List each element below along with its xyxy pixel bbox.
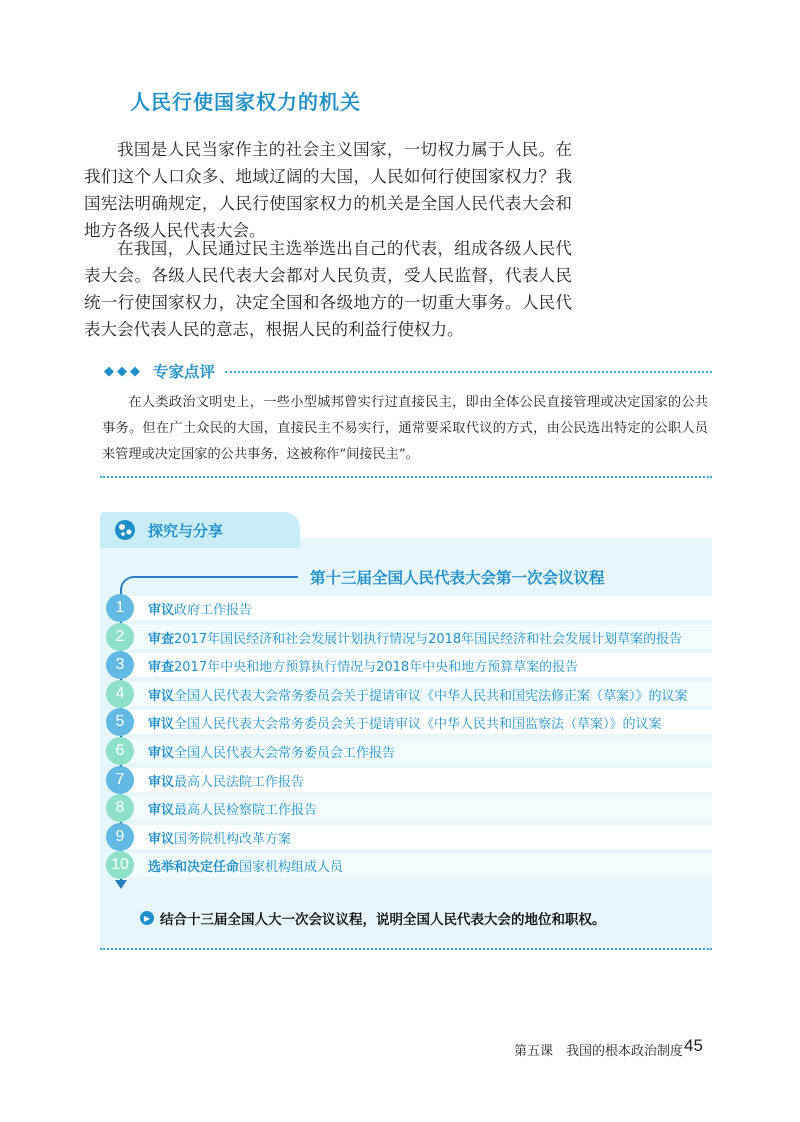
- agenda-text: 审议全国人民代表大会常务委员会关于提请审议《中华人民共和国宪法修正案（草案）》的议案: [148, 688, 688, 704]
- agenda-number: 8: [106, 794, 134, 822]
- expert-comment-box: [100, 358, 712, 478]
- agenda-text: 审议全国人民代表大会常务委员会工作报告: [148, 745, 396, 761]
- body-paragraph-2: 在我国，人民通过民主选举选出自己的代表，组成各级人民代表大会。各级人民代表大会都对人民负责，受人民监督，代表人民统一行使国家权力，决定全国和各级地方的一切重大事务。人民代表大会代表人民的意志，根据人民的利益行使权力。: [84, 239, 572, 339]
- agenda-number: 10: [106, 851, 134, 879]
- agenda-title: 第十三届全国人民代表大会第一次会议议程: [310, 569, 605, 587]
- timeline-curve: [120, 576, 144, 596]
- agenda-item: [106, 623, 712, 652]
- divider: [225, 371, 712, 373]
- agenda-text: 审议全国人民代表大会常务委员会关于提请审议《中华人民共和国监察法（草案）》的议案: [148, 717, 662, 733]
- agenda-number: 7: [106, 766, 134, 794]
- agenda-item: [106, 708, 712, 737]
- diamond-icon: ◆◆◆: [104, 363, 143, 379]
- agenda-number: 3: [106, 651, 134, 679]
- chapter-footer: 第五课 我国的根本政治制度: [514, 1044, 684, 1059]
- explore-share-box: [100, 512, 712, 950]
- agenda-item: [106, 680, 712, 709]
- explore-label: 探究与分享: [148, 522, 224, 540]
- agenda-item: [106, 594, 712, 623]
- discussion-question-text: 结合十三届全国人大一次会议议程，说明全国人民代表大会的地位和职权。: [160, 912, 606, 928]
- discussion-question: [140, 908, 606, 928]
- page-number: 45: [684, 1036, 703, 1055]
- agenda-number: 6: [106, 737, 134, 765]
- timeline-title-line: [140, 576, 298, 578]
- divider: [100, 948, 712, 950]
- agenda-text: 审议最高人民法院工作报告: [148, 774, 305, 790]
- agenda-item: [106, 737, 712, 766]
- agenda-item: [106, 851, 712, 880]
- agenda-text: 审议国务院机构改革方案: [148, 831, 292, 847]
- agenda-text: 审议政府工作报告: [148, 603, 253, 618]
- divider: [100, 476, 712, 478]
- play-icon: ▶: [140, 911, 154, 925]
- expert-comment-body: 在人类政治文明史上，一些小型城邦曾实行过直接民主，即由全体公民直接管理或决定国家的公共事务。但在广土众民的大国，直接民主不易实行，通常要采取代议的方式，由公民选出特定的公职人员来管理或决定国家的公共事务，这被称作“间接民主”。: [102, 395, 708, 462]
- agenda-item: [106, 794, 712, 823]
- agenda-number: 4: [106, 680, 134, 708]
- agenda-item: [106, 766, 712, 795]
- agenda-item: [106, 823, 712, 852]
- expert-comment-header: [100, 358, 712, 384]
- explore-tab: [100, 512, 300, 548]
- expert-comment-title: 专家点评: [153, 363, 216, 381]
- agenda-text: 选举和决定任命国家机构组成人员: [148, 860, 344, 876]
- agenda-number: 1: [106, 594, 134, 622]
- agenda-text: 审查2017年国民经济和社会发展计划执行情况与2018年国民经济和社会发展计划草案的报告: [148, 631, 683, 647]
- section-title: 人民行使国家权力的机关: [130, 90, 361, 114]
- arrow-down-icon: [115, 880, 127, 889]
- agenda-text: 审查2017年中央和地方预算执行情况与2018年中央和地方预算草案的报告: [148, 660, 579, 676]
- agenda-number: 5: [106, 708, 134, 736]
- globe-icon: [114, 519, 136, 541]
- agenda-text: 审议最高人民检察院工作报告: [148, 803, 318, 819]
- body-paragraph-1: 我国是人民当家作主的社会主义国家，一切权力属于人民。在我们这个人口众多、地域辽阔的大国，人民如何行使国家权力？我国宪法明确规定，人民行使国家权力的机关是全国人民代表大会和地方各级人民代表大会。: [84, 140, 572, 240]
- agenda-item: [106, 651, 712, 680]
- agenda-list: [106, 594, 712, 880]
- agenda-number: 9: [106, 823, 134, 851]
- agenda-number: 2: [106, 623, 134, 651]
